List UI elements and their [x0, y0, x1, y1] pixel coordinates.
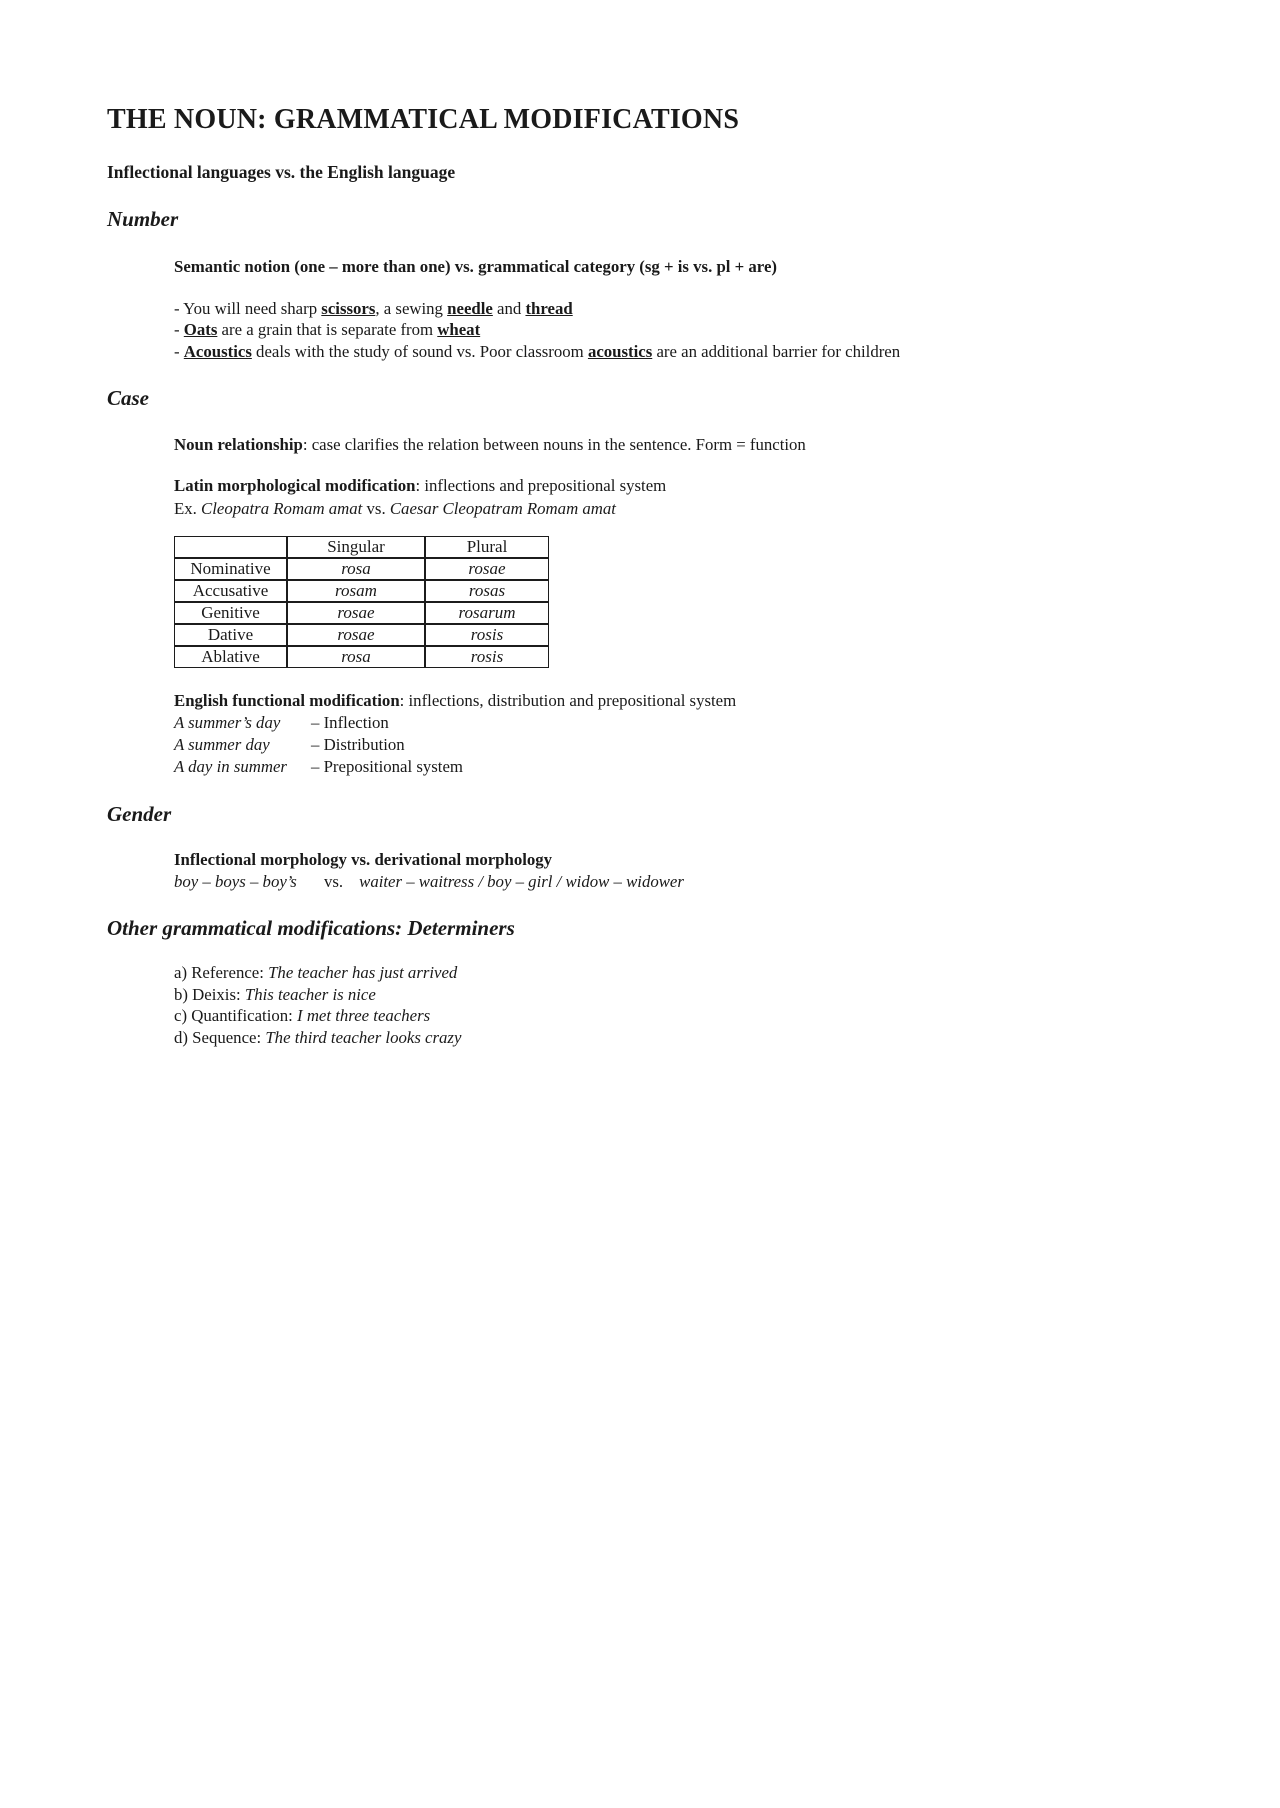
gender-example-2: waiter – waitress / boy – girl / widow – widower [359, 871, 684, 891]
underlined-term-acoustics: Acoustics [183, 341, 252, 361]
table-row-dative [174, 624, 549, 646]
english-modification-label: English functional modification [174, 691, 400, 711]
table-row-genitive [174, 602, 549, 624]
determiner-label: a) Reference: [174, 963, 269, 983]
english-example-inflection [174, 712, 1200, 734]
underlined-term-acoustics-2: acoustics [587, 341, 653, 361]
singular-form: rosa [287, 558, 425, 580]
section-heading-determiners: Other grammatical modifications: Determiners [107, 916, 515, 941]
english-modification-block [174, 690, 1200, 778]
page-title: THE NOUN: GRAMMATICAL MODIFICATIONS [107, 104, 740, 135]
latin-example-1: Cleopatra Romam amat [201, 498, 363, 518]
underlined-term-oats: Oats [183, 320, 218, 340]
gender-example-1: boy – boys – boy’s [174, 871, 297, 891]
case-label: Accusative [174, 580, 287, 602]
example-bullet-scissors [174, 298, 1200, 320]
latin-modification-label: Latin morphological modification [174, 476, 416, 496]
determiners-list [174, 962, 1200, 1048]
determiner-label: c) Quantification: [174, 1006, 298, 1026]
text-run: : inflections, distribution and prepositional system [399, 691, 737, 711]
gender-section-body [174, 849, 1200, 892]
example-phrase: A summer’s day [174, 713, 281, 733]
text-run: - You will need sharp [174, 298, 322, 318]
example-bullet-acoustics [174, 341, 1200, 363]
text-run: and [492, 298, 526, 318]
case-label: Genitive [174, 602, 287, 624]
determiner-example: The third teacher looks crazy [265, 1027, 462, 1047]
plural-form: rosae [425, 558, 549, 580]
plural-form: rosis [425, 624, 549, 646]
singular-form: rosae [287, 624, 425, 646]
text-run: are an additional barrier for children [652, 341, 901, 361]
text-run: , a sewing [375, 298, 448, 318]
vs-text: vs. [324, 871, 344, 891]
determiner-example: The teacher has just arrived [268, 963, 458, 983]
determiner-item-reference [174, 962, 1200, 984]
noun-relationship-label: Noun relationship [174, 434, 303, 454]
english-example-distribution [174, 734, 1200, 756]
example-phrase: A day in summer [174, 757, 287, 777]
text-run: deals with the study of sound vs. Poor classroom [251, 341, 588, 361]
text-run: - [174, 341, 184, 361]
text-run: - [174, 320, 184, 340]
text-run: : inflections and prepositional system [415, 476, 667, 496]
table-row-ablative [174, 646, 549, 668]
underlined-term-scissors: scissors [321, 298, 376, 318]
latin-declension-table [174, 536, 549, 668]
text-run: : case clarifies the relation between nouns in the sentence. Form = function [302, 434, 806, 454]
underlined-term-wheat: wheat [437, 320, 481, 340]
case-label: Ablative [174, 646, 287, 668]
case-label: Dative [174, 624, 287, 646]
table-header-row [174, 536, 549, 558]
example-bullet-oats [174, 319, 1200, 341]
document-subtitle: Inflectional languages vs. the English language [107, 162, 456, 183]
example-label: – Prepositional system [311, 757, 463, 777]
singular-form: rosae [287, 602, 425, 624]
table-row-accusative [174, 580, 549, 602]
section-heading-case: Case [107, 386, 149, 411]
text-run: are a grain that is separate from [217, 320, 438, 340]
case-label: Nominative [174, 558, 287, 580]
number-section-body [174, 256, 1200, 362]
determiner-example: I met three teachers [297, 1006, 431, 1026]
example-prefix: Ex. [174, 498, 202, 518]
table-row-nominative [174, 558, 549, 580]
noun-relationship-line [174, 434, 1200, 456]
underlined-term-thread: thread [525, 298, 573, 318]
plural-form: rosis [425, 646, 549, 668]
latin-example-line [174, 498, 1200, 521]
case-section-body [174, 434, 1200, 779]
section-heading-gender: Gender [107, 802, 172, 827]
plural-form: rosarum [425, 602, 549, 624]
latin-example-2: Caesar Cleopatram Romam amat [389, 498, 616, 518]
plural-form: rosas [425, 580, 549, 602]
example-label: – Inflection [311, 713, 389, 733]
determiner-item-deixis [174, 984, 1200, 1006]
semantic-notion-line: Semantic notion (one – more than one) vs. grammatical category (sg + is vs. pl + are) [174, 257, 777, 277]
determiner-example: This teacher is nice [244, 984, 376, 1004]
determiner-item-quantification [174, 1005, 1200, 1027]
section-heading-number: Number [107, 207, 179, 232]
example-phrase: A summer day [174, 735, 270, 755]
gender-examples-line [174, 871, 1200, 893]
example-label: – Distribution [311, 735, 405, 755]
latin-modification-block [174, 475, 1200, 520]
underlined-term-needle: needle [447, 298, 493, 318]
english-modification-line [174, 690, 1200, 712]
table-header-singular: Singular [287, 536, 425, 558]
determiner-item-sequence [174, 1027, 1200, 1049]
table-corner-cell [174, 536, 287, 558]
gender-morphology-line: Inflectional morphology vs. derivational morphology [174, 850, 553, 870]
determiner-label: b) Deixis: [174, 984, 245, 1004]
singular-form: rosam [287, 580, 425, 602]
singular-form: rosa [287, 646, 425, 668]
determiner-label: d) Sequence: [174, 1027, 266, 1047]
table-header-plural: Plural [425, 536, 549, 558]
english-example-prepositional [174, 756, 1200, 778]
number-examples [174, 298, 1200, 363]
latin-modification-line [174, 475, 1200, 498]
vs-text: vs. [362, 498, 390, 518]
